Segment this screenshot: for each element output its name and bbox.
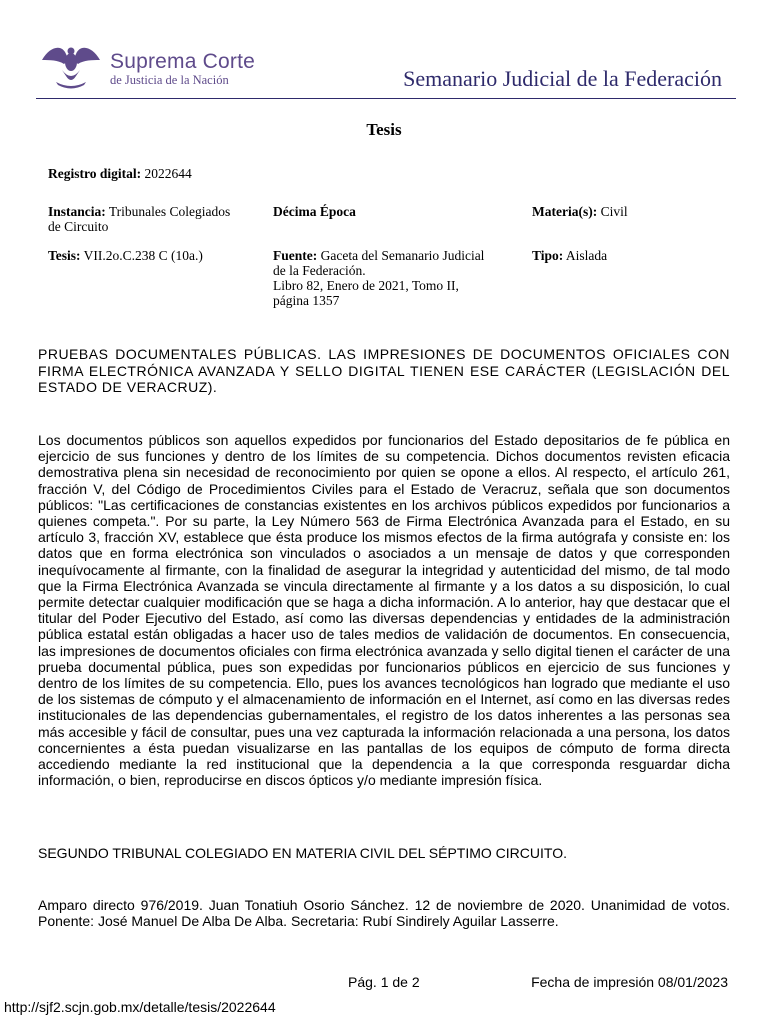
instancia-value-2: de Circuito: [48, 219, 109, 234]
thesis-body: Los documentos públicos son aquellos expedidos por funcionarios del Estado depositarios de fe pública en ejercicio de sus funciones y dentro de los límites de su competencia. Dichos documentos revisten eficacia demostrativa plena sin necesidad de reconocimiento por quien se opone a ellos. Al respecto, el artículo 261, fracción V, del Código de Procedimientos Civiles para el Estado de Veracruz, señala que son documentos públicos: "Las certificaciones de constancias existentes en los archivos públicos expedidos por funcionarios a quienes competa.". Por su parte, la Ley Número 563 de Firma Electrónica Avanzada para el Estado, en su artículo 3, fracción XV, establece que ésta produce los mismos efectos de la firma autógrafa y consiste en: los datos que en forma electrónica son vinculados o asociados a un mensaje de datos y que corresponden inequívocamente al firmante, con la finalidad de asegurar la integridad y autenticidad del mismo, de tal modo que la Firma Electrónica Avanzada se vincula directamente al firmante y a los datos a su disposición, lo cual permite detectar cualquier modificación que se haga a dicha información. A lo anterior, hay que destacar que el titular del Poder Ejecutivo del Estado, así como las diversas dependencias y entidades de la administración pública estatal están obligadas a hacer uso de tales medios de validación de documentos. En consecuencia, las impresiones de documentos oficiales con firma electrónica avanzada y sello digital tienen el carácter de una prueba documental pública, pues son expedidas por funcionarios públicos en ejercicio de sus funciones y dentro de los límites de su competencia. Ello, pues los avances tecnológicos han logrado que mediante el uso de los sistemas de cómputo y el almacenamiento de información en el Internet, así como en las diversas redes institucionales de las dependencias gubernamentales, el registro de los datos inherentes a las personas sea más accesible y fácil de consultar, pues una vez capturada la información relacionada a una persona, los datos concernientes a ésta puedan visualizarse en las pantallas de los equipos de cómputo de forma directa accediendo mediante la red institucional que la dependencia a la que corresponda resguardar dicha información, o bien, reproducirse en discos ópticos y/o mediante impresión física.: [38, 432, 730, 789]
registro-value: 2022644: [144, 166, 192, 181]
tesis-number: [48, 248, 203, 263]
instancia: [48, 204, 268, 234]
eagle-emblem-icon: [36, 40, 106, 90]
epoca-label: Décima Época: [273, 204, 356, 219]
tesis-value: VII.2o.C.238 C (10a.): [83, 248, 203, 263]
registro-digital: [48, 166, 192, 181]
registro-label: Registro digital:: [48, 166, 142, 181]
tipo: [532, 248, 607, 263]
tipo-label: Tipo:: [532, 248, 564, 263]
header-divider: [36, 98, 736, 99]
document-type-heading: Tesis: [366, 120, 402, 139]
logo-title: Suprema Corte: [110, 50, 255, 73]
fuente-line-2: de la Federación.: [273, 263, 366, 278]
fuente-line-1: Gaceta del Semanario Judicial: [320, 248, 485, 263]
fuente: [273, 248, 528, 308]
tesis-label: Tesis:: [48, 248, 81, 263]
rubro-heading: PRUEBAS DOCUMENTALES PÚBLICAS. LAS IMPRESIONES DE DOCUMENTOS OFICIALES CON FIRMA ELECTRÓNICA AVANZADA Y SELLO DIGITAL TIENEN ESE CARÁCTER (LEGISLACIÓN DEL ESTADO DE VERACRUZ).: [38, 346, 730, 395]
fuente-line-3: Libro 82, Enero de 2021, Tomo II,: [273, 278, 459, 293]
fuente-line-4: página 1357: [273, 293, 340, 308]
instancia-label: Instancia:: [48, 204, 106, 219]
instancia-value-1: Tribunales Colegiados: [108, 204, 231, 219]
materia: [532, 204, 628, 219]
print-date: Fecha de impresión 08/01/2023: [531, 974, 728, 990]
logo-subtitle: de Justicia de la Nación: [110, 73, 229, 87]
tipo-value: Aislada: [565, 248, 608, 263]
tribunal-line: SEGUNDO TRIBUNAL COLEGIADO EN MATERIA CIVIL DEL SÉPTIMO CIRCUITO.: [38, 845, 567, 861]
source-url[interactable]: http://sjf2.scjn.gob.mx/detalle/tesis/2022644: [4, 999, 276, 1015]
materia-label: Materia(s):: [532, 204, 598, 219]
epoca: [273, 204, 356, 219]
precedent-text: Amparo directo 976/2019. Juan Tonatiuh Osorio Sánchez. 12 de noviembre de 2020. Unanimidad de votos. Ponente: José Manuel De Alba De Alba. Secretaria: Rubí Sindirely Aguilar Lasserre.: [38, 897, 730, 930]
fuente-label: Fuente:: [273, 248, 318, 263]
publication-title: Semanario Judicial de la Federación: [403, 66, 722, 91]
page-number: Pág. 1 de 2: [348, 974, 420, 990]
materia-value: Civil: [600, 204, 628, 219]
